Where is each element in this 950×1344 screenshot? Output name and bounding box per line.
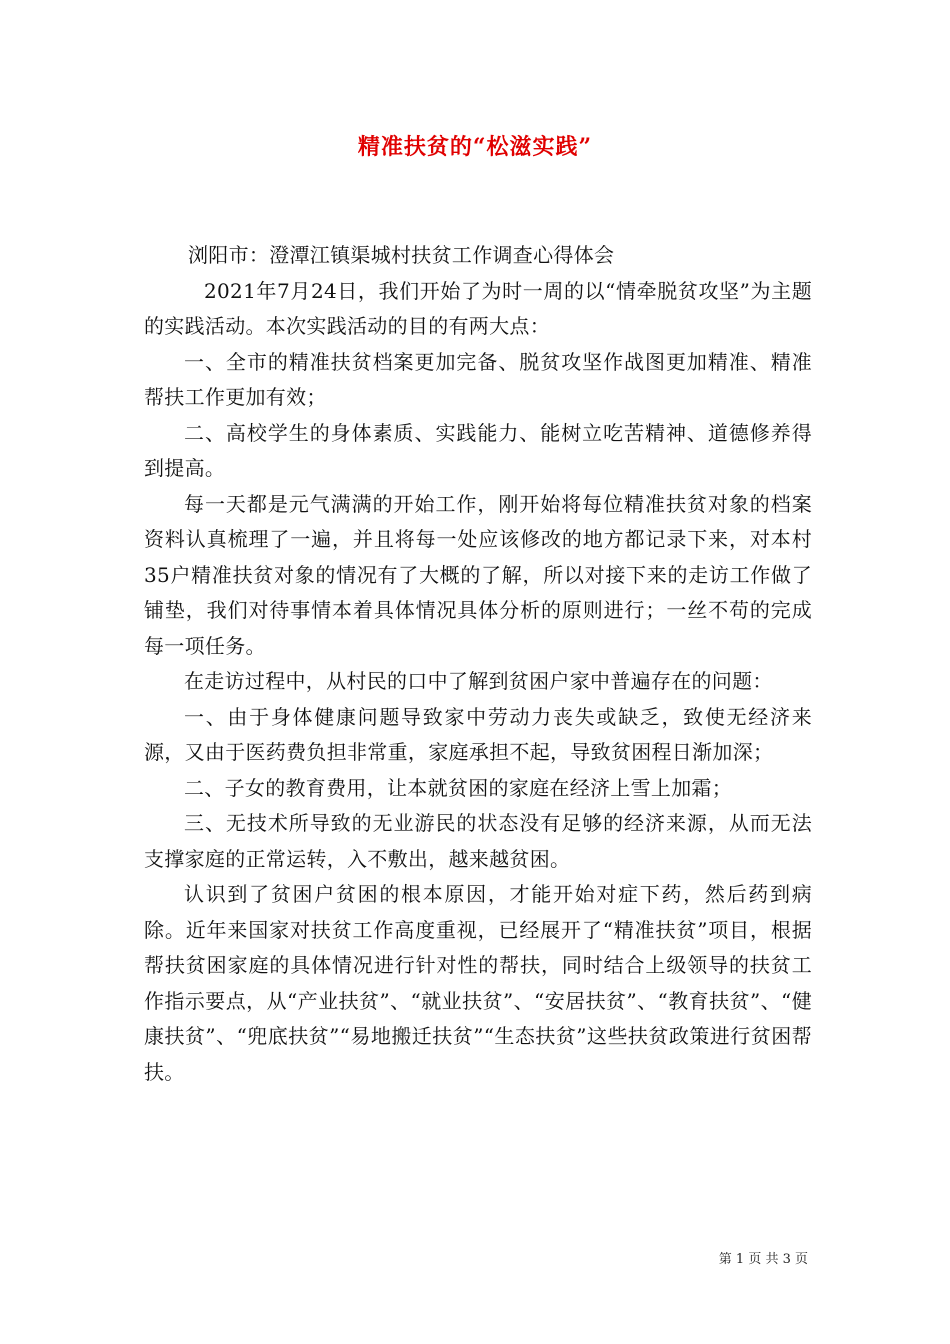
problem-item-3: 三、无技术所导致的无业游民的状态没有足够的经济来源，从而无法支撑家庭的正常运转，入不敷出，越来越贫困。 (144, 811, 812, 871)
problem-item-1: 一、由于身体健康问题导致家中劳动力丧失或缺乏，致使无经济来源，又由于医药费负担非常重，家庭承担不起，导致贫困程日渐加深； (144, 704, 812, 764)
goal-item-1: 一、全市的精准扶贫档案更加完备、脱贫攻坚作战图更加精准、精准帮扶工作更加有效； (144, 349, 812, 409)
document-body (144, 238, 812, 1090)
subtitle-paragraph: 浏阳市：澄潭江镇渠城村扶贫工作调查心得体会 (188, 243, 615, 267)
work-paragraph: 每一天都是元气满满的开始工作，刚开始将每位精准扶贫对象的档案资料认真梳理了一遍，并且将每一处应该修改的地方都记录下来，对本村35户精准扶贫对象的情况有了大概的了解，所以对接下来的走访工作做了铺垫，我们对待事情本着具体情况具体分析的原则进行；一丝不苟的完成每一项任务。 (144, 491, 812, 658)
document-title: 精准扶贫的“松滋实践” (357, 134, 593, 160)
visit-paragraph: 在走访过程中，从村民的口中了解到贫困户家中普遍存在的问题： (184, 669, 773, 693)
policy-paragraph: 认识到了贫困户贫困的根本原因，才能开始对症下药，然后药到病除。近年来国家对扶贫工作高度重视，已经展开了“精准扶贫”项目，根据帮扶贫困家庭的具体情况进行针对性的帮扶，同时结合上级领导的扶贫工作指示要点，从“产业扶贫”、“就业扶贫”、“安居扶贫”、“教育扶贫”、“健康扶贫”、“兜底扶贫”“易地搬迁扶贫”“生态扶贫”这些扶贫政策进行贫困帮扶。 (144, 882, 812, 1084)
intro-paragraph: 2021年7月24日，我们开始了为时一周的以“情牵脱贫攻坚”为主题的实践活动。本次实践活动的目的有两大点： (144, 278, 812, 338)
problem-item-2: 二、子女的教育费用，让本就贫困的家庭在经济上雪上加霜； (184, 775, 733, 800)
page-number-footer: 第 1 页 共 3 页 (718, 1252, 808, 1267)
goal-item-2: 二、高校学生的身体素质、实践能力、能树立吃苦精神、道德修养得到提高。 (144, 420, 812, 480)
